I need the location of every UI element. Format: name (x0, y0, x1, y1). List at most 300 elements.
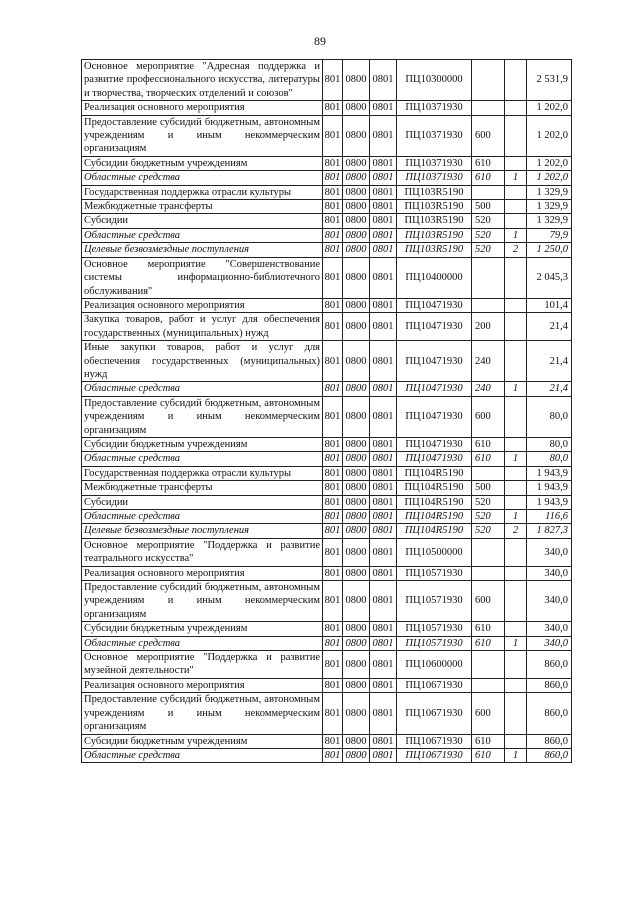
row-ek-cell (505, 495, 527, 509)
row-name-cell: Областные средства (82, 748, 323, 762)
row-vr-cell (472, 257, 505, 298)
row-ek-cell (505, 651, 527, 679)
row-rz-cell: 0800 (343, 734, 370, 748)
row-pr-cell: 0801 (370, 313, 397, 341)
row-sum-cell: 21,4 (527, 341, 572, 382)
row-pr-cell: 0801 (370, 396, 397, 437)
row-pr-cell: 0801 (370, 636, 397, 650)
row-name-cell: Государственная поддержка отрасли культуры (82, 466, 323, 480)
row-ek-cell (505, 437, 527, 451)
row-vr-cell: 500 (472, 481, 505, 495)
row-rz-cell: 0800 (343, 437, 370, 451)
row-pr-cell: 0801 (370, 382, 397, 396)
row-gr-cell: 801 (323, 156, 343, 170)
table-row (82, 437, 572, 451)
row-gr-cell: 801 (323, 622, 343, 636)
row-gr-cell: 801 (323, 396, 343, 437)
row-pr-cell: 0801 (370, 101, 397, 115)
row-csr-cell: ПЦ10471930 (397, 298, 472, 312)
row-name-cell: Основное мероприятие "Совершенствование системы информационно-библиотечного обслуживания" (82, 257, 323, 298)
row-name-cell: Субсидии (82, 214, 323, 228)
row-sum-cell: 1 202,0 (527, 101, 572, 115)
row-sum-cell: 116,6 (527, 510, 572, 524)
row-csr-cell: ПЦ10400000 (397, 257, 472, 298)
row-rz-cell: 0800 (343, 452, 370, 466)
row-vr-cell: 240 (472, 382, 505, 396)
row-name-cell: Межбюджетные трансферты (82, 481, 323, 495)
row-vr-cell (472, 566, 505, 580)
table-row (82, 185, 572, 199)
row-vr-cell: 520 (472, 495, 505, 509)
row-name-cell: Межбюджетные трансферты (82, 200, 323, 214)
row-pr-cell: 0801 (370, 156, 397, 170)
row-ek-cell: 1 (505, 510, 527, 524)
row-gr-cell: 801 (323, 185, 343, 199)
row-gr-cell: 801 (323, 341, 343, 382)
row-sum-cell: 860,0 (527, 693, 572, 734)
row-vr-cell: 600 (472, 693, 505, 734)
table-row (82, 171, 572, 185)
row-csr-cell: ПЦ104R5190 (397, 466, 472, 480)
row-pr-cell: 0801 (370, 748, 397, 762)
table-row (82, 313, 572, 341)
row-csr-cell: ПЦ10571930 (397, 581, 472, 622)
row-sum-cell: 2 045,3 (527, 257, 572, 298)
row-pr-cell: 0801 (370, 566, 397, 580)
table-row (82, 581, 572, 622)
row-gr-cell: 801 (323, 243, 343, 257)
row-name-cell: Субсидии (82, 495, 323, 509)
row-csr-cell: ПЦ10471930 (397, 313, 472, 341)
row-gr-cell: 801 (323, 510, 343, 524)
row-gr-cell: 801 (323, 200, 343, 214)
row-csr-cell: ПЦ10671930 (397, 678, 472, 692)
row-ek-cell (505, 313, 527, 341)
row-sum-cell: 1 329,9 (527, 200, 572, 214)
row-ek-cell (505, 298, 527, 312)
row-gr-cell: 801 (323, 495, 343, 509)
row-name-cell: Субсидии бюджетным учреждениям (82, 437, 323, 451)
table-row (82, 495, 572, 509)
row-gr-cell: 801 (323, 214, 343, 228)
row-name-cell: Реализация основного мероприятия (82, 101, 323, 115)
row-pr-cell: 0801 (370, 524, 397, 538)
row-sum-cell: 340,0 (527, 566, 572, 580)
row-pr-cell: 0801 (370, 678, 397, 692)
row-name-cell: Целевые безвозмездные поступления (82, 243, 323, 257)
row-gr-cell: 801 (323, 651, 343, 679)
row-pr-cell: 0801 (370, 452, 397, 466)
row-name-cell: Предоставление субсидий бюджетным, автономным учреждениям и иным некоммерческим организациям (82, 581, 323, 622)
row-rz-cell: 0800 (343, 171, 370, 185)
row-sum-cell: 1 329,9 (527, 214, 572, 228)
row-vr-cell: 200 (472, 313, 505, 341)
row-ek-cell: 1 (505, 452, 527, 466)
page-number: 89 (314, 34, 326, 48)
row-gr-cell: 801 (323, 257, 343, 298)
row-sum-cell: 2 531,9 (527, 60, 572, 101)
row-sum-cell: 1 250,0 (527, 243, 572, 257)
row-vr-cell: 610 (472, 171, 505, 185)
row-gr-cell: 801 (323, 101, 343, 115)
row-csr-cell: ПЦ10371930 (397, 156, 472, 170)
row-gr-cell: 801 (323, 298, 343, 312)
row-vr-cell (472, 298, 505, 312)
row-rz-cell: 0800 (343, 115, 370, 156)
row-ek-cell: 1 (505, 171, 527, 185)
row-sum-cell: 79,9 (527, 228, 572, 242)
row-ek-cell (505, 200, 527, 214)
table-row (82, 257, 572, 298)
row-csr-cell: ПЦ103R5190 (397, 185, 472, 199)
table-row (82, 651, 572, 679)
row-name-cell: Предоставление субсидий бюджетным, автономным учреждениям и иным некоммерческим организациям (82, 115, 323, 156)
table-row (82, 622, 572, 636)
row-sum-cell: 1 943,9 (527, 495, 572, 509)
row-pr-cell: 0801 (370, 734, 397, 748)
row-sum-cell: 340,0 (527, 581, 572, 622)
row-gr-cell: 801 (323, 693, 343, 734)
row-rz-cell: 0800 (343, 481, 370, 495)
row-name-cell: Иные закупки товаров, работ и услуг для обеспечения государственных (муниципальных) нужд (82, 341, 323, 382)
row-ek-cell (505, 185, 527, 199)
row-csr-cell: ПЦ10571930 (397, 636, 472, 650)
row-rz-cell: 0800 (343, 510, 370, 524)
row-sum-cell: 1 202,0 (527, 115, 572, 156)
row-vr-cell: 610 (472, 636, 505, 650)
table-row (82, 115, 572, 156)
row-csr-cell: ПЦ10471930 (397, 382, 472, 396)
budget-table-body (82, 60, 572, 763)
row-csr-cell: ПЦ103R5190 (397, 214, 472, 228)
budget-table (81, 59, 572, 763)
row-csr-cell: ПЦ10571930 (397, 566, 472, 580)
table-row (82, 60, 572, 101)
row-name-cell: Основное мероприятие "Поддержка и развитие театрального искусства" (82, 538, 323, 566)
row-vr-cell: 610 (472, 622, 505, 636)
row-ek-cell: 1 (505, 748, 527, 762)
row-ek-cell: 1 (505, 228, 527, 242)
row-name-cell: Областные средства (82, 636, 323, 650)
row-name-cell: Областные средства (82, 382, 323, 396)
row-vr-cell: 520 (472, 510, 505, 524)
row-rz-cell: 0800 (343, 566, 370, 580)
row-vr-cell (472, 466, 505, 480)
row-rz-cell: 0800 (343, 257, 370, 298)
row-gr-cell: 801 (323, 734, 343, 748)
row-rz-cell: 0800 (343, 396, 370, 437)
row-name-cell: Государственная поддержка отрасли культуры (82, 185, 323, 199)
row-vr-cell (472, 185, 505, 199)
row-pr-cell: 0801 (370, 495, 397, 509)
row-rz-cell: 0800 (343, 214, 370, 228)
row-name-cell: Реализация основного мероприятия (82, 298, 323, 312)
row-pr-cell: 0801 (370, 298, 397, 312)
row-csr-cell: ПЦ10371930 (397, 171, 472, 185)
row-name-cell: Предоставление субсидий бюджетным, автономным учреждениям и иным некоммерческим организациям (82, 396, 323, 437)
row-pr-cell: 0801 (370, 341, 397, 382)
row-csr-cell: ПЦ103R5190 (397, 200, 472, 214)
row-sum-cell: 80,0 (527, 396, 572, 437)
row-rz-cell: 0800 (343, 622, 370, 636)
row-ek-cell: 1 (505, 382, 527, 396)
row-gr-cell: 801 (323, 452, 343, 466)
row-csr-cell: ПЦ10671930 (397, 693, 472, 734)
row-pr-cell: 0801 (370, 622, 397, 636)
row-vr-cell: 520 (472, 228, 505, 242)
table-row (82, 200, 572, 214)
row-rz-cell: 0800 (343, 341, 370, 382)
row-sum-cell: 860,0 (527, 678, 572, 692)
row-csr-cell: ПЦ104R5190 (397, 495, 472, 509)
row-ek-cell (505, 60, 527, 101)
row-rz-cell: 0800 (343, 382, 370, 396)
row-sum-cell: 1 943,9 (527, 481, 572, 495)
row-ek-cell (505, 115, 527, 156)
row-gr-cell: 801 (323, 60, 343, 101)
row-vr-cell: 600 (472, 115, 505, 156)
row-csr-cell: ПЦ103R5190 (397, 228, 472, 242)
table-row (82, 636, 572, 650)
row-gr-cell: 801 (323, 481, 343, 495)
row-name-cell: Субсидии бюджетным учреждениям (82, 734, 323, 748)
row-vr-cell: 610 (472, 734, 505, 748)
row-pr-cell: 0801 (370, 693, 397, 734)
row-csr-cell: ПЦ10471930 (397, 437, 472, 451)
row-sum-cell: 860,0 (527, 651, 572, 679)
row-sum-cell: 1 329,9 (527, 185, 572, 199)
row-csr-cell: ПЦ10500000 (397, 538, 472, 566)
row-vr-cell: 610 (472, 452, 505, 466)
row-sum-cell: 1 827,3 (527, 524, 572, 538)
table-row (82, 748, 572, 762)
row-pr-cell: 0801 (370, 257, 397, 298)
row-sum-cell: 1 943,9 (527, 466, 572, 480)
table-row (82, 734, 572, 748)
row-ek-cell (505, 156, 527, 170)
row-rz-cell: 0800 (343, 298, 370, 312)
row-sum-cell: 340,0 (527, 538, 572, 566)
row-vr-cell (472, 651, 505, 679)
row-name-cell: Областные средства (82, 452, 323, 466)
row-pr-cell: 0801 (370, 115, 397, 156)
row-ek-cell (505, 466, 527, 480)
row-csr-cell: ПЦ10571930 (397, 622, 472, 636)
row-name-cell: Областные средства (82, 510, 323, 524)
row-pr-cell: 0801 (370, 651, 397, 679)
table-row (82, 524, 572, 538)
row-gr-cell: 801 (323, 748, 343, 762)
row-ek-cell (505, 257, 527, 298)
row-gr-cell: 801 (323, 466, 343, 480)
table-row (82, 510, 572, 524)
row-csr-cell: ПЦ104R5190 (397, 481, 472, 495)
row-csr-cell: ПЦ103R5190 (397, 243, 472, 257)
row-rz-cell: 0800 (343, 651, 370, 679)
row-sum-cell: 21,4 (527, 313, 572, 341)
row-vr-cell (472, 678, 505, 692)
row-sum-cell: 101,4 (527, 298, 572, 312)
row-vr-cell: 600 (472, 581, 505, 622)
row-pr-cell: 0801 (370, 228, 397, 242)
row-csr-cell: ПЦ10300000 (397, 60, 472, 101)
table-row (82, 538, 572, 566)
row-rz-cell: 0800 (343, 313, 370, 341)
row-ek-cell (505, 566, 527, 580)
table-row (82, 228, 572, 242)
row-vr-cell: 500 (472, 200, 505, 214)
row-ek-cell (505, 678, 527, 692)
row-sum-cell: 340,0 (527, 622, 572, 636)
row-ek-cell (505, 341, 527, 382)
row-name-cell: Целевые безвозмездные поступления (82, 524, 323, 538)
row-rz-cell: 0800 (343, 466, 370, 480)
table-row (82, 298, 572, 312)
row-ek-cell (505, 581, 527, 622)
row-pr-cell: 0801 (370, 185, 397, 199)
row-ek-cell: 1 (505, 636, 527, 650)
row-rz-cell: 0800 (343, 200, 370, 214)
row-rz-cell: 0800 (343, 636, 370, 650)
row-csr-cell: ПЦ10471930 (397, 396, 472, 437)
table-row (82, 693, 572, 734)
row-name-cell: Субсидии бюджетным учреждениям (82, 622, 323, 636)
row-ek-cell (505, 538, 527, 566)
row-gr-cell: 801 (323, 581, 343, 622)
row-gr-cell: 801 (323, 437, 343, 451)
table-row (82, 566, 572, 580)
row-csr-cell: ПЦ10371930 (397, 101, 472, 115)
row-pr-cell: 0801 (370, 243, 397, 257)
table-row (82, 156, 572, 170)
row-rz-cell: 0800 (343, 678, 370, 692)
row-csr-cell: ПЦ10671930 (397, 734, 472, 748)
row-gr-cell: 801 (323, 382, 343, 396)
row-vr-cell (472, 60, 505, 101)
row-name-cell: Реализация основного мероприятия (82, 678, 323, 692)
row-name-cell: Субсидии бюджетным учреждениям (82, 156, 323, 170)
table-row (82, 382, 572, 396)
table-row (82, 243, 572, 257)
row-sum-cell: 80,0 (527, 437, 572, 451)
row-name-cell: Основное мероприятие "Адресная поддержка и развитие профессионального искусства, литературы и творчества, творческих отделений и союзов" (82, 60, 323, 101)
row-vr-cell (472, 101, 505, 115)
row-vr-cell: 520 (472, 524, 505, 538)
row-pr-cell: 0801 (370, 466, 397, 480)
row-sum-cell: 860,0 (527, 734, 572, 748)
row-pr-cell: 0801 (370, 538, 397, 566)
row-vr-cell: 240 (472, 341, 505, 382)
row-csr-cell: ПЦ104R5190 (397, 510, 472, 524)
row-gr-cell: 801 (323, 538, 343, 566)
table-row (82, 678, 572, 692)
table-row (82, 396, 572, 437)
table-row (82, 341, 572, 382)
row-pr-cell: 0801 (370, 200, 397, 214)
table-row (82, 481, 572, 495)
table-row (82, 214, 572, 228)
row-vr-cell: 520 (472, 214, 505, 228)
row-name-cell: Закупка товаров, работ и услуг для обеспечения государственных (муниципальных) нужд (82, 313, 323, 341)
row-rz-cell: 0800 (343, 524, 370, 538)
row-gr-cell: 801 (323, 171, 343, 185)
row-name-cell: Предоставление субсидий бюджетным, автономным учреждениям и иным некоммерческим организациям (82, 693, 323, 734)
row-ek-cell (505, 101, 527, 115)
row-gr-cell: 801 (323, 678, 343, 692)
row-rz-cell: 0800 (343, 228, 370, 242)
row-csr-cell: ПЦ10371930 (397, 115, 472, 156)
row-rz-cell: 0800 (343, 156, 370, 170)
row-ek-cell (505, 396, 527, 437)
row-rz-cell: 0800 (343, 185, 370, 199)
table-row (82, 101, 572, 115)
row-sum-cell: 340,0 (527, 636, 572, 650)
row-pr-cell: 0801 (370, 214, 397, 228)
row-pr-cell: 0801 (370, 60, 397, 101)
row-ek-cell (505, 214, 527, 228)
row-vr-cell (472, 538, 505, 566)
row-rz-cell: 0800 (343, 243, 370, 257)
row-name-cell: Основное мероприятие "Поддержка и развитие музейной деятельности" (82, 651, 323, 679)
table-row (82, 452, 572, 466)
row-vr-cell: 610 (472, 748, 505, 762)
row-csr-cell: ПЦ10671930 (397, 748, 472, 762)
row-pr-cell: 0801 (370, 510, 397, 524)
row-rz-cell: 0800 (343, 101, 370, 115)
row-gr-cell: 801 (323, 566, 343, 580)
row-gr-cell: 801 (323, 228, 343, 242)
row-csr-cell: ПЦ10471930 (397, 452, 472, 466)
row-rz-cell: 0800 (343, 60, 370, 101)
row-rz-cell: 0800 (343, 538, 370, 566)
row-ek-cell: 2 (505, 524, 527, 538)
row-pr-cell: 0801 (370, 171, 397, 185)
row-sum-cell: 860,0 (527, 748, 572, 762)
row-pr-cell: 0801 (370, 581, 397, 622)
row-gr-cell: 801 (323, 524, 343, 538)
row-name-cell: Областные средства (82, 171, 323, 185)
row-rz-cell: 0800 (343, 693, 370, 734)
row-sum-cell: 21,4 (527, 382, 572, 396)
row-name-cell: Реализация основного мероприятия (82, 566, 323, 580)
row-pr-cell: 0801 (370, 437, 397, 451)
table-row (82, 466, 572, 480)
row-sum-cell: 80,0 (527, 452, 572, 466)
row-csr-cell: ПЦ104R5190 (397, 524, 472, 538)
row-vr-cell: 610 (472, 437, 505, 451)
row-rz-cell: 0800 (343, 495, 370, 509)
row-sum-cell: 1 202,0 (527, 156, 572, 170)
row-vr-cell: 520 (472, 243, 505, 257)
row-ek-cell (505, 622, 527, 636)
row-gr-cell: 801 (323, 115, 343, 156)
row-vr-cell: 610 (472, 156, 505, 170)
row-gr-cell: 801 (323, 636, 343, 650)
row-vr-cell: 600 (472, 396, 505, 437)
row-ek-cell (505, 734, 527, 748)
row-ek-cell: 2 (505, 243, 527, 257)
row-sum-cell: 1 202,0 (527, 171, 572, 185)
row-pr-cell: 0801 (370, 481, 397, 495)
row-csr-cell: ПЦ10471930 (397, 341, 472, 382)
row-gr-cell: 801 (323, 313, 343, 341)
row-csr-cell: ПЦ10600000 (397, 651, 472, 679)
row-rz-cell: 0800 (343, 748, 370, 762)
row-rz-cell: 0800 (343, 581, 370, 622)
row-name-cell: Областные средства (82, 228, 323, 242)
row-ek-cell (505, 693, 527, 734)
row-ek-cell (505, 481, 527, 495)
